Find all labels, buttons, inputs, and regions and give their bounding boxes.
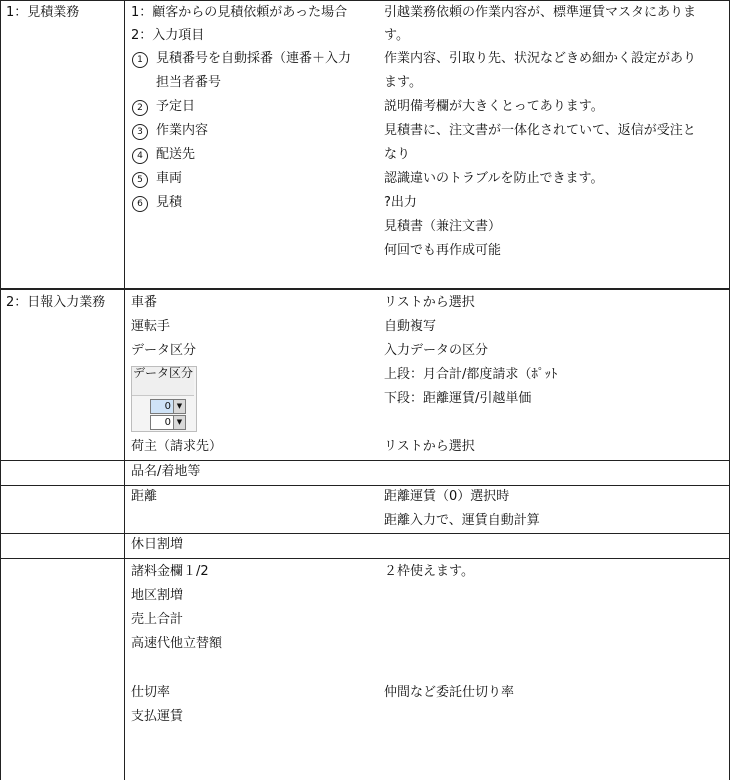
grid-line	[0, 0, 730, 1]
field-label: データ区分	[131, 343, 197, 358]
data-category-select[interactable]	[150, 415, 186, 430]
input-item: 作業内容	[156, 123, 209, 138]
data-category-value: 0	[164, 417, 171, 428]
grid-line	[124, 0, 125, 780]
data-category-select[interactable]	[150, 399, 186, 414]
section2-label: 2：日報入力業務	[6, 295, 106, 310]
section1-mid-line: 2：入力項目	[131, 28, 205, 43]
field-label: 諸料金欄１/2	[131, 564, 209, 579]
section1-note: 見積書に、注文書が一体化されていて、返信が受注と	[384, 123, 696, 138]
field-label: 距離	[131, 489, 158, 504]
section1-note: 作業内容、引取り先、状況などきめ細かく設定があり	[384, 51, 697, 66]
field-label: 品名/着地等	[131, 464, 201, 479]
dropdown-arrow-icon[interactable]: ▼	[173, 416, 185, 429]
section1-note: なり	[384, 147, 411, 162]
field-note: 自動複写	[384, 319, 437, 334]
input-item: 配送先	[156, 147, 196, 162]
field-note: 上段：月合計/都度請求（ﾎﾟｯﾄ	[384, 367, 558, 382]
grid-line	[0, 558, 730, 559]
input-item: 担当者番号	[156, 75, 222, 90]
field-note: ２枠使えます。	[384, 564, 474, 579]
field-label: 支払運賃	[131, 709, 184, 724]
field-label: 高速代他立替額	[131, 636, 223, 651]
data-category-control	[131, 366, 197, 432]
section1-note: 説明備考欄が大きくとってあります。	[384, 99, 604, 114]
input-item: 見積	[156, 195, 183, 210]
section1-note: 何回でも再作成可能	[384, 243, 502, 258]
field-label: 売上合計	[131, 612, 184, 627]
field-note: リストから選択	[384, 295, 475, 310]
field-note: 距離運賃（0）選択時	[384, 489, 510, 504]
field-note: 入力データの区分	[384, 343, 489, 358]
section1-note: ?出力	[384, 195, 417, 210]
section1-note: 認識違いのトラブルを防止できます。	[384, 171, 604, 186]
field-label: 地区割増	[131, 588, 184, 603]
grid-line	[0, 0, 1, 780]
data-category-header: データ区分	[132, 367, 194, 396]
section1-note: ます。	[384, 75, 422, 90]
grid-line	[0, 460, 730, 461]
data-category-value: 0	[164, 401, 171, 412]
circled-number-2: 2	[132, 100, 148, 116]
field-label: 車番	[131, 295, 158, 310]
field-label: 荷主（請求先）	[131, 439, 223, 454]
field-note: 仲間など委託仕切り率	[384, 685, 515, 700]
input-item: 見積番号を自動採番（連番＋入力	[156, 51, 352, 66]
circled-number-5: 5	[132, 172, 148, 188]
grid-line	[0, 533, 730, 534]
circled-number-6: 6	[132, 196, 148, 212]
circled-number-4: 4	[132, 148, 148, 164]
grid-line	[0, 288, 730, 290]
section1-note: 引越業務依頼の作業内容が、標準運賃マスタにありま	[384, 5, 697, 20]
input-item: 予定日	[156, 99, 196, 114]
field-label: 休日割増	[131, 537, 184, 552]
grid-line	[0, 485, 730, 486]
field-label: 仕切率	[131, 685, 171, 700]
field-note: 下段：距離運賃/引越単価	[384, 391, 532, 406]
input-item: 車両	[156, 171, 183, 186]
field-note: リストから選択	[384, 439, 475, 454]
section1-label: 1：見積業務	[6, 5, 80, 20]
dropdown-arrow-icon[interactable]: ▼	[173, 400, 185, 413]
section1-note: す。	[384, 28, 409, 43]
circled-number-3: 3	[132, 124, 148, 140]
field-note: 距離入力で、運賃自動計算	[384, 513, 540, 528]
circled-number-1: 1	[132, 52, 148, 68]
section1-note: 見積書（兼注文書）	[384, 219, 502, 234]
field-label: 運転手	[131, 319, 171, 334]
section1-mid-line: 1：顧客からの見積依頼があった場合	[131, 5, 348, 20]
